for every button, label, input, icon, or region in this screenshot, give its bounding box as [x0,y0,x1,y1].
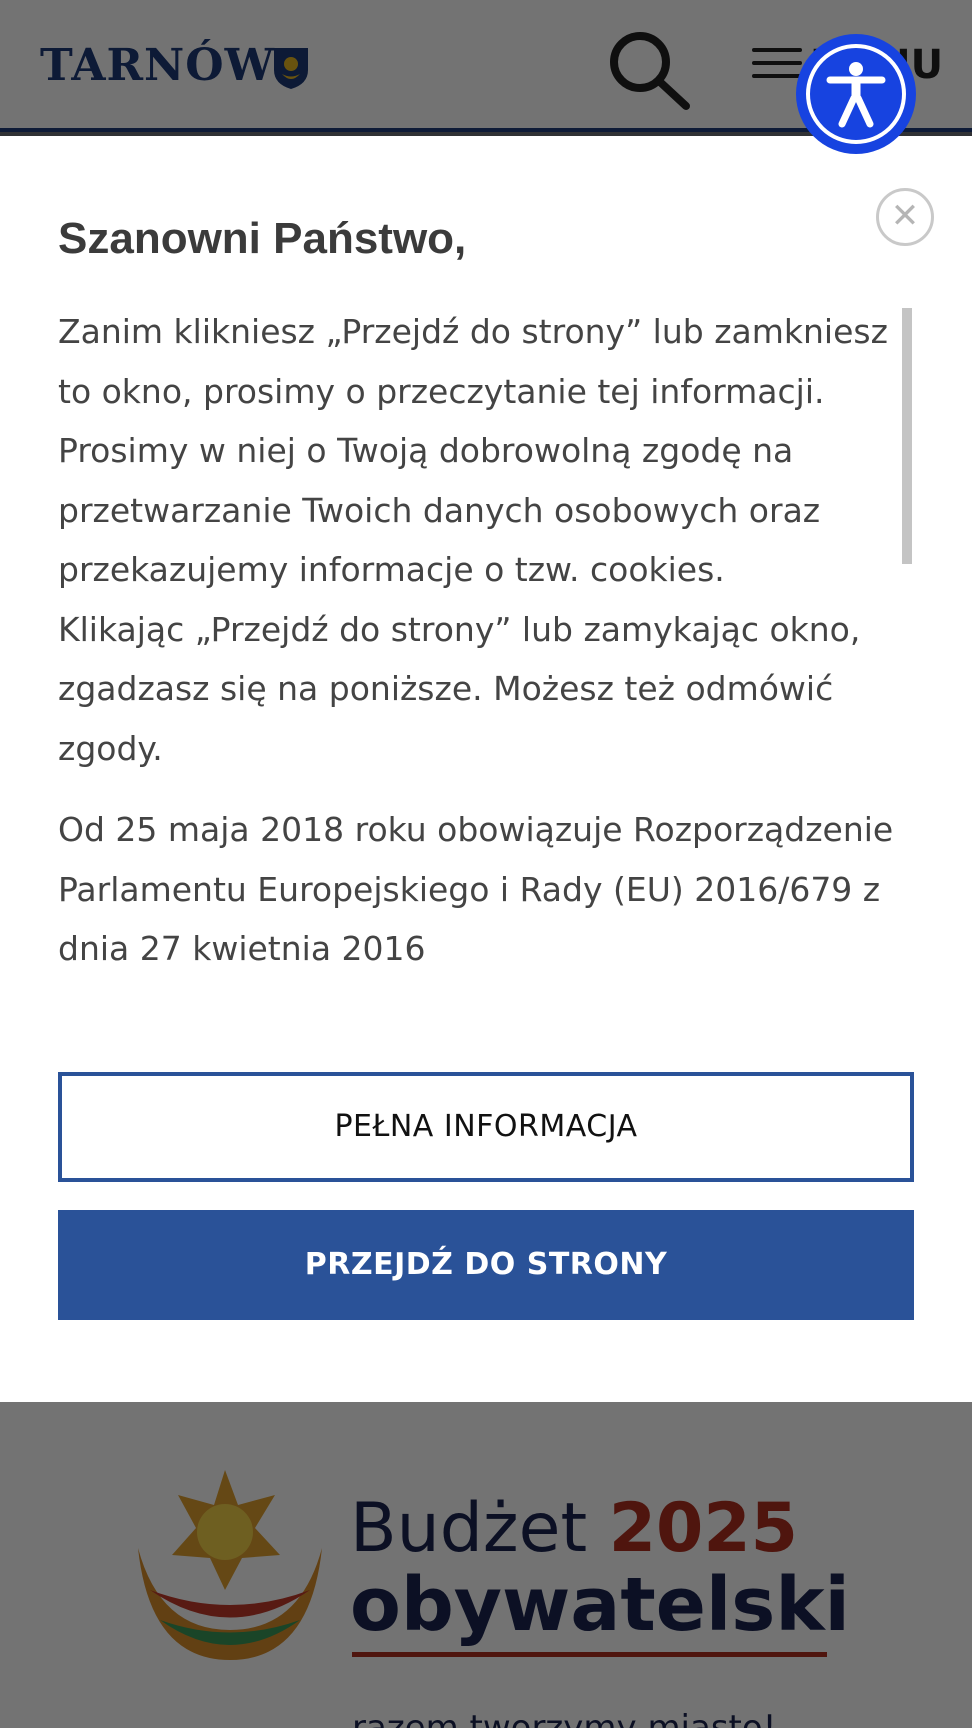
consent-text-2: Klikając „Przejdź do strony” lub zamykając okno, zgadzasz się na poniższe. Możesz też odmówić zgody. [58,609,861,768]
consent-modal [0,136,972,1402]
full-information-button[interactable]: PEŁNA INFORMACJA [58,1072,914,1182]
accessibility-icon [824,60,888,128]
modal-scroll-content[interactable] [58,302,918,1038]
consent-text-1: Zanim klikniesz „Przejdź do strony” lub zamkniesz to okno, prosimy o przeczytanie tej informacji. Prosimy w niej o Twoją dobrowolną zgodę na przetwarzanie Twoich danych osobowych oraz przekazujemy informacje o tzw. cookies. [58,312,888,589]
close-icon[interactable]: ✕ [876,188,934,246]
consent-paragraph [58,302,918,778]
accessibility-button[interactable] [796,34,916,154]
modal-title: Szanowni Państwo, [58,214,467,263]
go-to-site-button[interactable]: PRZEJDŹ DO STRONY [58,1210,914,1320]
modal-scrollbar[interactable] [902,308,912,564]
gdpr-paragraph: Od 25 maja 2018 roku obowiązuje Rozporządzenie Parlamentu Europejskiego i Rady (EU) 2016/679 z dnia 27 kwietnia 2016 [58,810,894,968]
